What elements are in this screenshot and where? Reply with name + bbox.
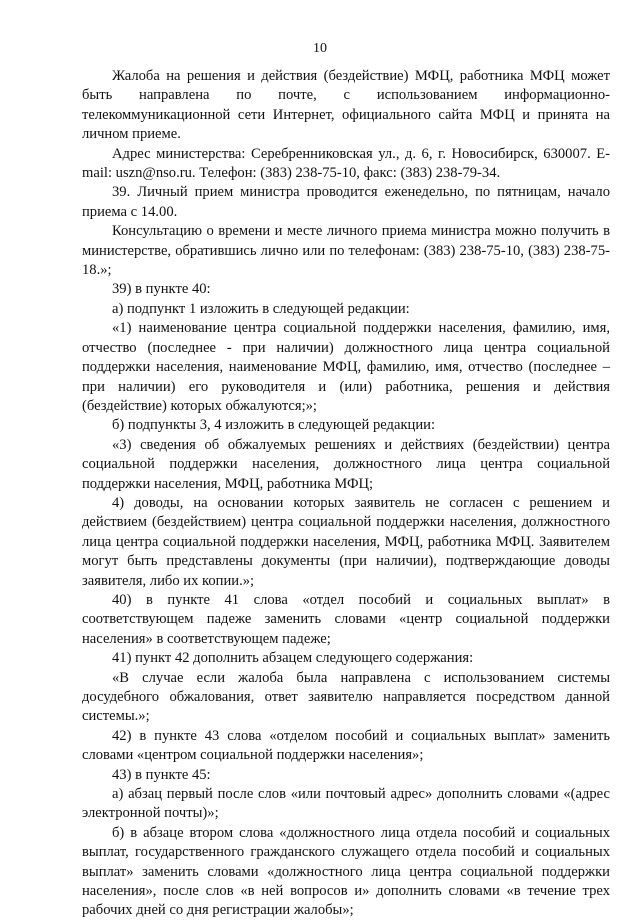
document-body [82, 67, 610, 921]
paragraph: а) абзац первый после слов «или почтовый адрес» дополнить словами «(адрес электронной почты)»; [82, 786, 610, 822]
paragraph: 40) в пункте 41 слова «отдел пособий и социальных выплат» в соответствующем падеже заменить словами «центр социальной поддержки населения» в соответствующем падеже; [82, 591, 610, 647]
paragraph: Консультацию о времени и месте личного приема министра можно получить в министерстве, обратившись лично или по телефонам: (383) 238-75-10, (383) 238-75-18.»; [82, 223, 610, 279]
paragraph: а) подпункт 1 изложить в следующей редакции: [112, 300, 410, 317]
page-number: 10 [313, 41, 327, 56]
paragraph: 42) в пункте 43 слова «отделом пособий и социальных выплат» заменить словами «центром социальной поддержки населения»; [82, 727, 610, 764]
paragraph: 41) пункт 42 дополнить абзацем следующего содержания: [112, 650, 474, 667]
paragraph: 39. Личный прием министра проводится еженедельно, по пятницам, начало приема с 14.00. [82, 184, 610, 220]
paragraph: 43) в пункте 45: [112, 766, 211, 783]
paragraph: б) подпункты 3, 4 изложить в следующей редакции: [112, 417, 436, 434]
paragraph: «В случае если жалоба была направлена с использованием системы досудебного обжалования, ответ заявителю направляется посредством данной системы.»; [82, 669, 610, 725]
paragraph: б) в абзаце втором слова «должностного лица отдела пособий и социальных выплат, государственного гражданского служащего отдела пособий и социальных выплат» заменить словами «должностного лица центра социальной поддержки населения», после слов «в ней вопросов и» дополнить словами «в течение трех рабочих дней со дня регистрации жалобы»; [82, 824, 610, 919]
paragraph: «1) наименование центра социальной поддержки населения, фамилию, имя, отчество (последнее - при наличии) должностного лица центра социальной поддержки населения, наименование МФЦ, фамилию, имя, отчество (последнее – при наличии) его руководителя и (или) работника, решения и действия (бездействие) которых обжалуются;»; [82, 320, 610, 414]
paragraph: 39) в пункте 40: [112, 281, 211, 298]
paragraph: Адрес министерства: Серебренниковская ул., д. 6, г. Новосибирск, 630007. E-mail: uszn@nso.ru. Телефон: (383) 238-75-10, факс: (383) 238-79-34. [82, 145, 610, 182]
paragraph: «3) сведения об обжалуемых решениях и действиях (бездействии) центра социальной поддержки населения, должностного лица центра социальной поддержки населения, МФЦ, работника МФЦ; [82, 436, 610, 492]
paragraph: 4) доводы, на основании которых заявитель не согласен с решением и действием (бездействием) центра социальной поддержки населения, должностного лица центра социальной поддержки населения, МФЦ, работника МФЦ. Заявителем могут быть представлены документы (при наличии), подтверждающие доводы заявителя, либо их копии.»; [82, 494, 610, 589]
paragraph: Жалоба на решения и действия (бездействие) МФЦ, работника МФЦ может быть направлена по почте, с использованием информационно-телекоммуникационной сети Интернет, официального сайта МФЦ и принята на личном приеме. [82, 68, 610, 143]
